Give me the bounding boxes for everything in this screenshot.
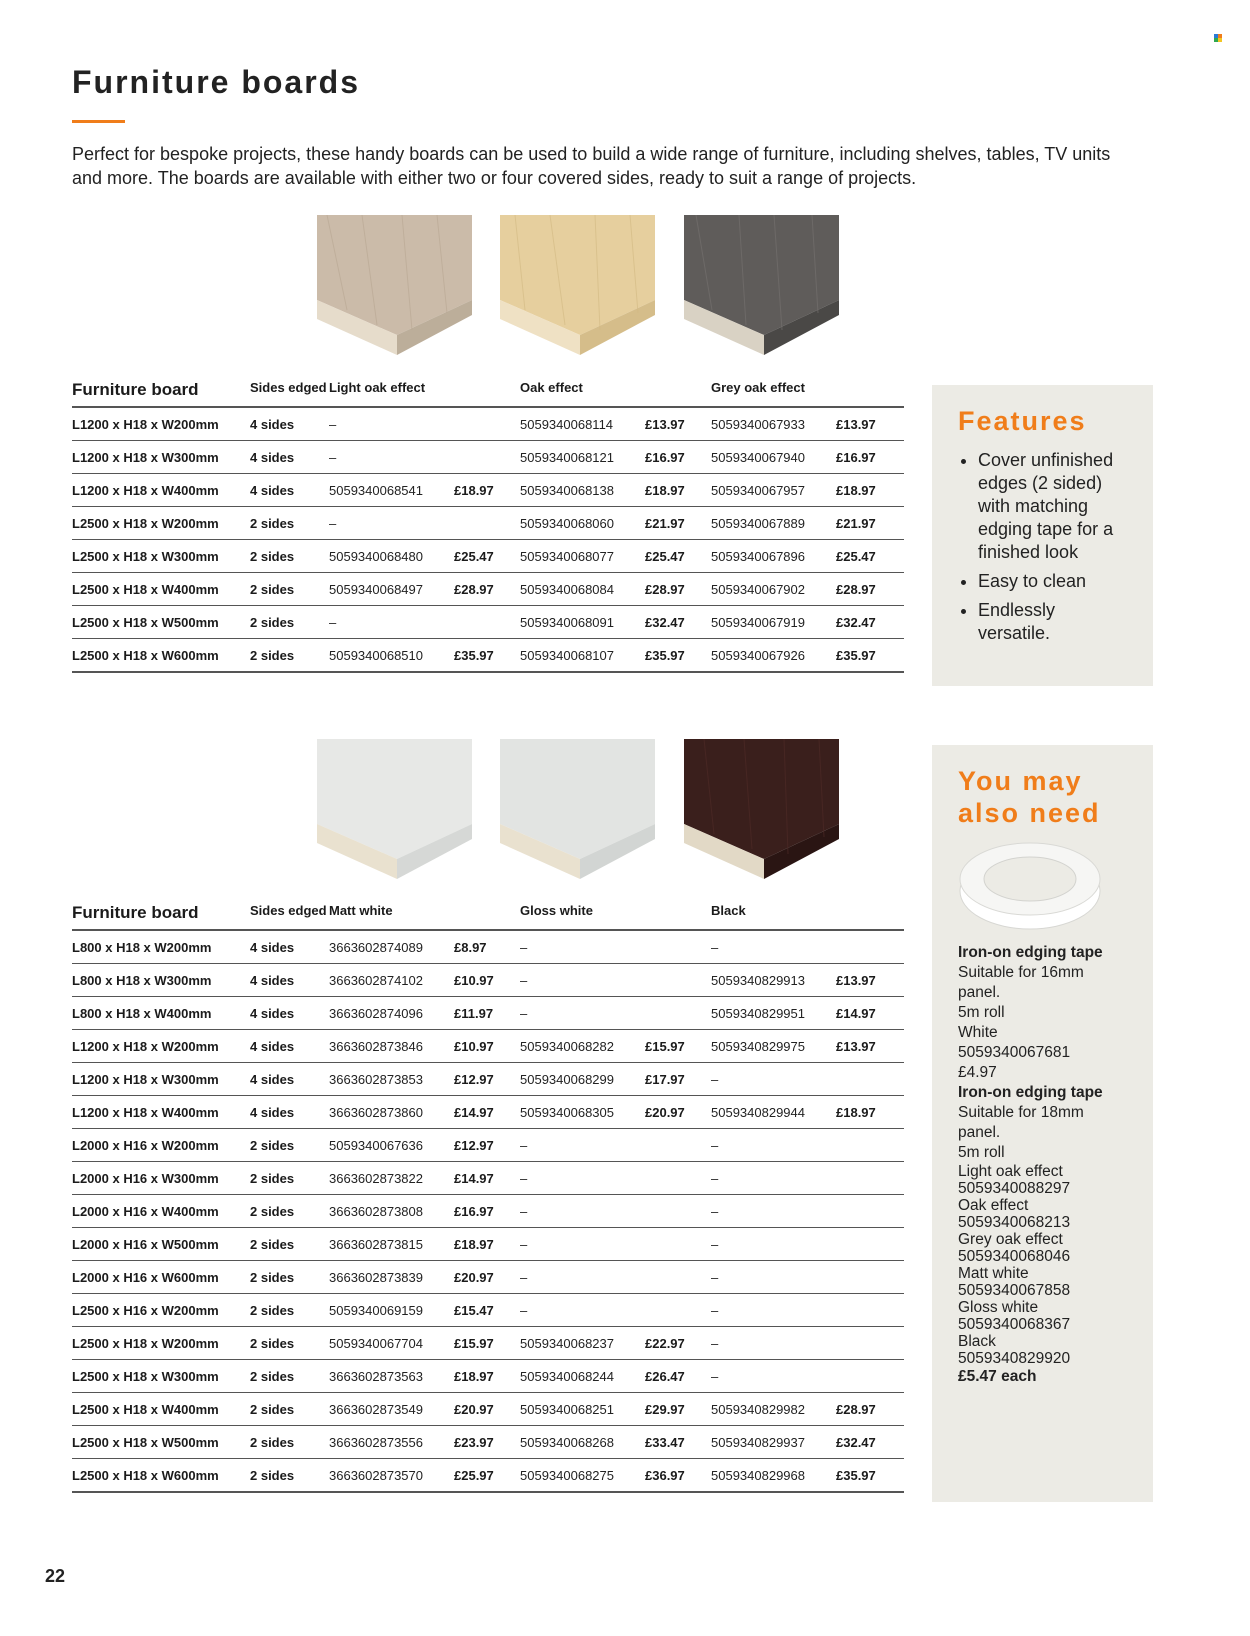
price: £20.97 [454, 1261, 520, 1294]
board-size: L1200 x H18 x W200mm [72, 1030, 250, 1063]
price [836, 1063, 904, 1096]
column-header-black: Black [711, 903, 904, 930]
price: £13.97 [836, 407, 904, 441]
table-row [72, 930, 904, 964]
price [836, 1195, 904, 1228]
product-code: 3663602873549 [329, 1393, 454, 1426]
sides-edged: 2 sides [250, 1327, 329, 1360]
product-code: – [520, 1195, 645, 1228]
sides-edged: 2 sides [250, 1294, 329, 1327]
product-code: – [711, 1327, 836, 1360]
price: £28.97 [645, 573, 711, 606]
price [454, 507, 520, 540]
table-row [72, 407, 904, 441]
price: £29.97 [645, 1393, 711, 1426]
board-size: L2500 x H18 x W300mm [72, 540, 250, 573]
product-code: – [329, 507, 454, 540]
price: £22.97 [645, 1327, 711, 1360]
price: £10.97 [454, 964, 520, 997]
price [645, 1261, 711, 1294]
price [836, 1162, 904, 1195]
tape1-code: 5059340067681 [958, 1044, 1071, 1061]
price [645, 1162, 711, 1195]
price [836, 1294, 904, 1327]
product-code: 5059340067704 [329, 1327, 454, 1360]
price: £16.97 [645, 441, 711, 474]
price: £18.97 [454, 1228, 520, 1261]
board-size: L2000 x H16 x W400mm [72, 1195, 250, 1228]
brand-logo-icon [1214, 34, 1222, 42]
edging-tape-image [958, 835, 1127, 943]
feature-item: • Endlessly versatile. [978, 599, 1127, 645]
board-size: L2000 x H16 x W500mm [72, 1228, 250, 1261]
product-code: 5059340068251 [520, 1393, 645, 1426]
matt-white-board-image [317, 739, 477, 879]
price: £15.97 [454, 1327, 520, 1360]
tape2-variant-name: Matt white [958, 1265, 1029, 1282]
price: £14.97 [836, 997, 904, 1030]
product-code: 5059340829951 [711, 997, 836, 1030]
feature-item: • Easy to clean [978, 570, 1127, 593]
price: £18.97 [645, 474, 711, 507]
price: £25.47 [454, 540, 520, 573]
price: £20.97 [454, 1393, 520, 1426]
product-code: – [329, 441, 454, 474]
price: £36.97 [645, 1459, 711, 1493]
table-row [72, 1129, 904, 1162]
tape2-roll: 5m roll [958, 1144, 1005, 1161]
product-code: 5059340068480 [329, 540, 454, 573]
product-code: 3663602873815 [329, 1228, 454, 1261]
product-code: 5059340068541 [329, 474, 454, 507]
black-board-image [684, 739, 844, 879]
price [454, 441, 520, 474]
board-size: L2500 x H18 x W200mm [72, 507, 250, 540]
table-row [72, 1360, 904, 1393]
product-code: 5059340068510 [329, 639, 454, 673]
product-code: 5059340067919 [711, 606, 836, 639]
tape1-price: £4.97 [958, 1064, 997, 1081]
product-code: 5059340067957 [711, 474, 836, 507]
oak-board-image [500, 215, 660, 355]
product-code: 3663602874089 [329, 930, 454, 964]
tape1-description: Suitable for 16mm panel. [958, 964, 1084, 1001]
price: £15.47 [454, 1294, 520, 1327]
page-number: 22 [45, 1566, 66, 1586]
features-title: Features [958, 406, 1087, 436]
board-size: L1200 x H18 x W300mm [72, 441, 250, 474]
price: £25.97 [454, 1459, 520, 1493]
price: £23.97 [454, 1426, 520, 1459]
sides-edged: 2 sides [250, 1129, 329, 1162]
column-header-sides: Sides edged [250, 903, 329, 930]
product-code: 3663602873839 [329, 1261, 454, 1294]
price: £35.97 [454, 639, 520, 673]
product-code: 5059340068497 [329, 573, 454, 606]
tape2-variant-code: 5059340068046 [958, 1248, 1071, 1265]
product-code: – [520, 1129, 645, 1162]
price: £20.97 [645, 1096, 711, 1129]
product-code: 5059340068091 [520, 606, 645, 639]
tape1-name: Iron-on edging tape [958, 944, 1103, 961]
product-code: 5059340068282 [520, 1030, 645, 1063]
board-size: L2500 x H18 x W600mm [72, 639, 250, 673]
sides-edged: 4 sides [250, 930, 329, 964]
sides-edged: 4 sides [250, 1030, 329, 1063]
product-code: – [520, 1294, 645, 1327]
tape2-price: £5.47 each [958, 1368, 1037, 1385]
sides-edged: 2 sides [250, 540, 329, 573]
price: £13.97 [645, 407, 711, 441]
product-code: 5059340067636 [329, 1129, 454, 1162]
product-code: 5059340068077 [520, 540, 645, 573]
tape1-roll: 5m roll [958, 1004, 1005, 1021]
price: £13.97 [836, 964, 904, 997]
tape2-variant-code: 5059340067858 [958, 1282, 1071, 1299]
price [836, 1327, 904, 1360]
tape2-description: Suitable for 18mm panel. [958, 1104, 1084, 1141]
column-header-oak: Oak effect [520, 380, 711, 407]
price: £28.97 [836, 573, 904, 606]
sides-edged: 2 sides [250, 1261, 329, 1294]
product-code: 5059340068299 [520, 1063, 645, 1096]
board-size: L1200 x H18 x W400mm [72, 474, 250, 507]
product-code: 5059340068305 [520, 1096, 645, 1129]
product-code: – [329, 606, 454, 639]
tape2-variant-code: 5059340068213 [958, 1214, 1071, 1231]
price: £12.97 [454, 1063, 520, 1096]
product-code: 5059340068107 [520, 639, 645, 673]
board-size: L2500 x H18 x W600mm [72, 1459, 250, 1493]
table-row [72, 573, 904, 606]
product-code: 3663602874102 [329, 964, 454, 997]
price: £21.97 [836, 507, 904, 540]
column-header-board: Furniture board [72, 380, 250, 407]
board-size: L2500 x H18 x W500mm [72, 1426, 250, 1459]
price: £21.97 [645, 507, 711, 540]
tape2-variant-name: Oak effect [958, 1197, 1029, 1214]
product-code: – [520, 930, 645, 964]
board-size: L2500 x H18 x W400mm [72, 573, 250, 606]
price: £17.97 [645, 1063, 711, 1096]
product-code: 3663602873570 [329, 1459, 454, 1493]
product-code: 5059340068060 [520, 507, 645, 540]
price [836, 1261, 904, 1294]
table-row [72, 639, 904, 673]
intro-paragraph: Perfect for bespoke projects, these handy boards can be used to build a wide range of furniture, including shelves, tables, TV units and more. The boards are available with either two or four covered sides, ready to suit a range of projects. [72, 144, 1111, 188]
sides-edged: 4 sides [250, 964, 329, 997]
price [645, 964, 711, 997]
board-size: L1200 x H18 x W200mm [72, 407, 250, 441]
tape2-variant-name: Gloss white [958, 1299, 1039, 1316]
table-row [72, 1426, 904, 1459]
table-row [72, 997, 904, 1030]
page-title: Furniture boards [72, 64, 361, 100]
price [454, 606, 520, 639]
product-code: 3663602873853 [329, 1063, 454, 1096]
sides-edged: 2 sides [250, 573, 329, 606]
product-code: 3663602873860 [329, 1096, 454, 1129]
board-size: L1200 x H18 x W400mm [72, 1096, 250, 1129]
price: £28.97 [836, 1393, 904, 1426]
price: £18.97 [454, 1360, 520, 1393]
product-code: – [520, 1162, 645, 1195]
product-code: – [711, 1294, 836, 1327]
price: £32.47 [836, 1426, 904, 1459]
product-code: 3663602873808 [329, 1195, 454, 1228]
sides-edged: 2 sides [250, 1360, 329, 1393]
product-code: – [711, 1195, 836, 1228]
board-size: L2500 x H18 x W400mm [72, 1393, 250, 1426]
table-row [72, 507, 904, 540]
price: £14.97 [454, 1096, 520, 1129]
product-code: – [711, 1129, 836, 1162]
product-code: 5059340068084 [520, 573, 645, 606]
sides-edged: 2 sides [250, 639, 329, 673]
table-row [72, 1228, 904, 1261]
grey-oak-board-image [684, 215, 844, 355]
sides-edged: 2 sides [250, 1195, 329, 1228]
table-row [72, 1294, 904, 1327]
sides-edged: 4 sides [250, 474, 329, 507]
title-underline [72, 120, 125, 123]
product-code: 3663602873556 [329, 1426, 454, 1459]
furniture-board-table-white-black [72, 903, 904, 1493]
board-size: L1200 x H18 x W300mm [72, 1063, 250, 1096]
table-row [72, 1162, 904, 1195]
tape2-variant-name: Grey oak effect [958, 1231, 1063, 1248]
product-code: 5059340067926 [711, 639, 836, 673]
sides-edged: 2 sides [250, 1459, 329, 1493]
product-code: – [520, 1261, 645, 1294]
price: £32.47 [836, 606, 904, 639]
you-may-also-need-panel [932, 745, 1153, 1502]
product-code: 5059340068138 [520, 474, 645, 507]
table-row [72, 1327, 904, 1360]
column-header-gloss-white: Gloss white [520, 903, 711, 930]
table-row [72, 474, 904, 507]
board-size: L2500 x H16 x W200mm [72, 1294, 250, 1327]
price: £12.97 [454, 1129, 520, 1162]
extras-title-line1: You may [958, 766, 1083, 796]
product-code: 5059340068244 [520, 1360, 645, 1393]
product-code: 5059340067902 [711, 573, 836, 606]
column-header-matt-white: Matt white [329, 903, 520, 930]
sides-edged: 4 sides [250, 407, 329, 441]
furniture-board-table-wood [72, 380, 904, 673]
sides-edged: 2 sides [250, 1426, 329, 1459]
product-code: 5059340068121 [520, 441, 645, 474]
price: £33.47 [645, 1426, 711, 1459]
extras-title-line2: also need [958, 798, 1101, 828]
price [454, 407, 520, 441]
table-row [72, 1063, 904, 1096]
column-header-light-oak: Light oak effect [329, 380, 520, 407]
board-size: L800 x H18 x W300mm [72, 964, 250, 997]
price: £8.97 [454, 930, 520, 964]
product-code: 3663602874096 [329, 997, 454, 1030]
tape2-variant-code: 5059340088297 [958, 1180, 1071, 1197]
tape2-variant-code: 5059340829920 [958, 1350, 1071, 1367]
tape2-variant-code: 5059340068367 [958, 1316, 1071, 1333]
product-code: 5059340068237 [520, 1327, 645, 1360]
product-code: 5059340829968 [711, 1459, 836, 1493]
price: £14.97 [454, 1162, 520, 1195]
features-list [958, 449, 1127, 645]
table-row [72, 606, 904, 639]
price: £28.97 [454, 573, 520, 606]
table-row [72, 1261, 904, 1294]
price [645, 997, 711, 1030]
price [645, 1195, 711, 1228]
sides-edged: 2 sides [250, 507, 329, 540]
sides-edged: 2 sides [250, 1393, 329, 1426]
board-size: L800 x H18 x W400mm [72, 997, 250, 1030]
price: £18.97 [836, 474, 904, 507]
price: £32.47 [645, 606, 711, 639]
tape1-colour: White [958, 1024, 998, 1041]
price: £35.97 [836, 1459, 904, 1493]
product-code: – [711, 1228, 836, 1261]
board-size: L800 x H18 x W200mm [72, 930, 250, 964]
price: £25.47 [645, 540, 711, 573]
product-code: – [329, 407, 454, 441]
gloss-white-board-image [500, 739, 660, 879]
price: £16.97 [454, 1195, 520, 1228]
sides-edged: 4 sides [250, 1096, 329, 1129]
product-code: – [711, 1360, 836, 1393]
table-row [72, 1195, 904, 1228]
table-row [72, 1459, 904, 1493]
price: £16.97 [836, 441, 904, 474]
product-code: 3663602873846 [329, 1030, 454, 1063]
table-row [72, 1030, 904, 1063]
product-code: – [520, 1228, 645, 1261]
sides-edged: 2 sides [250, 1228, 329, 1261]
board-size: L2000 x H16 x W600mm [72, 1261, 250, 1294]
product-code: – [711, 1261, 836, 1294]
board-size: L2500 x H18 x W500mm [72, 606, 250, 639]
price: £11.97 [454, 997, 520, 1030]
feature-item: • Cover unfinished edges (2 sided) with matching edging tape for a finished look [978, 449, 1127, 564]
table-row [72, 1096, 904, 1129]
price [645, 1228, 711, 1261]
sides-edged: 4 sides [250, 1063, 329, 1096]
features-panel [932, 385, 1153, 686]
price: £18.97 [454, 474, 520, 507]
table-row [72, 964, 904, 997]
price: £35.97 [645, 639, 711, 673]
price: £35.97 [836, 639, 904, 673]
product-code: 5059340829982 [711, 1393, 836, 1426]
price [836, 1228, 904, 1261]
board-size: L2500 x H18 x W300mm [72, 1360, 250, 1393]
product-code: 3663602873563 [329, 1360, 454, 1393]
price: £13.97 [836, 1030, 904, 1063]
product-code: – [520, 964, 645, 997]
product-code: 5059340068275 [520, 1459, 645, 1493]
price [836, 1129, 904, 1162]
product-code: – [711, 1162, 836, 1195]
price: £26.47 [645, 1360, 711, 1393]
tape2-variant-name: Light oak effect [958, 1163, 1063, 1180]
product-code: 5059340067940 [711, 441, 836, 474]
table-row [72, 540, 904, 573]
board-size: L2000 x H16 x W200mm [72, 1129, 250, 1162]
price [645, 1294, 711, 1327]
product-code: 5059340829937 [711, 1426, 836, 1459]
sides-edged: 2 sides [250, 606, 329, 639]
sides-edged: 4 sides [250, 441, 329, 474]
column-header-grey-oak: Grey oak effect [711, 380, 904, 407]
light-oak-board-image [317, 215, 477, 355]
tape2-variant-name: Black [958, 1333, 996, 1350]
product-code: – [711, 930, 836, 964]
price [645, 1129, 711, 1162]
product-code: 5059340829975 [711, 1030, 836, 1063]
product-code: 5059340067896 [711, 540, 836, 573]
price [836, 930, 904, 964]
column-header-board: Furniture board [72, 903, 250, 930]
sides-edged: 4 sides [250, 997, 329, 1030]
product-code: – [711, 1063, 836, 1096]
product-code: 3663602873822 [329, 1162, 454, 1195]
product-code: 5059340067889 [711, 507, 836, 540]
table-row [72, 441, 904, 474]
board-size: L2000 x H16 x W300mm [72, 1162, 250, 1195]
column-header-sides: Sides edged [250, 380, 329, 407]
table-row [72, 1393, 904, 1426]
product-code: 5059340829913 [711, 964, 836, 997]
price: £25.47 [836, 540, 904, 573]
product-code: 5059340829944 [711, 1096, 836, 1129]
price [645, 930, 711, 964]
price: £18.97 [836, 1096, 904, 1129]
product-code: – [520, 997, 645, 1030]
price: £10.97 [454, 1030, 520, 1063]
product-code: 5059340067933 [711, 407, 836, 441]
price [836, 1360, 904, 1393]
product-code: 5059340068268 [520, 1426, 645, 1459]
product-code: 5059340068114 [520, 407, 645, 441]
price: £15.97 [645, 1030, 711, 1063]
tape2-name: Iron-on edging tape [958, 1084, 1103, 1101]
board-size: L2500 x H18 x W200mm [72, 1327, 250, 1360]
product-code: 5059340069159 [329, 1294, 454, 1327]
sides-edged: 2 sides [250, 1162, 329, 1195]
